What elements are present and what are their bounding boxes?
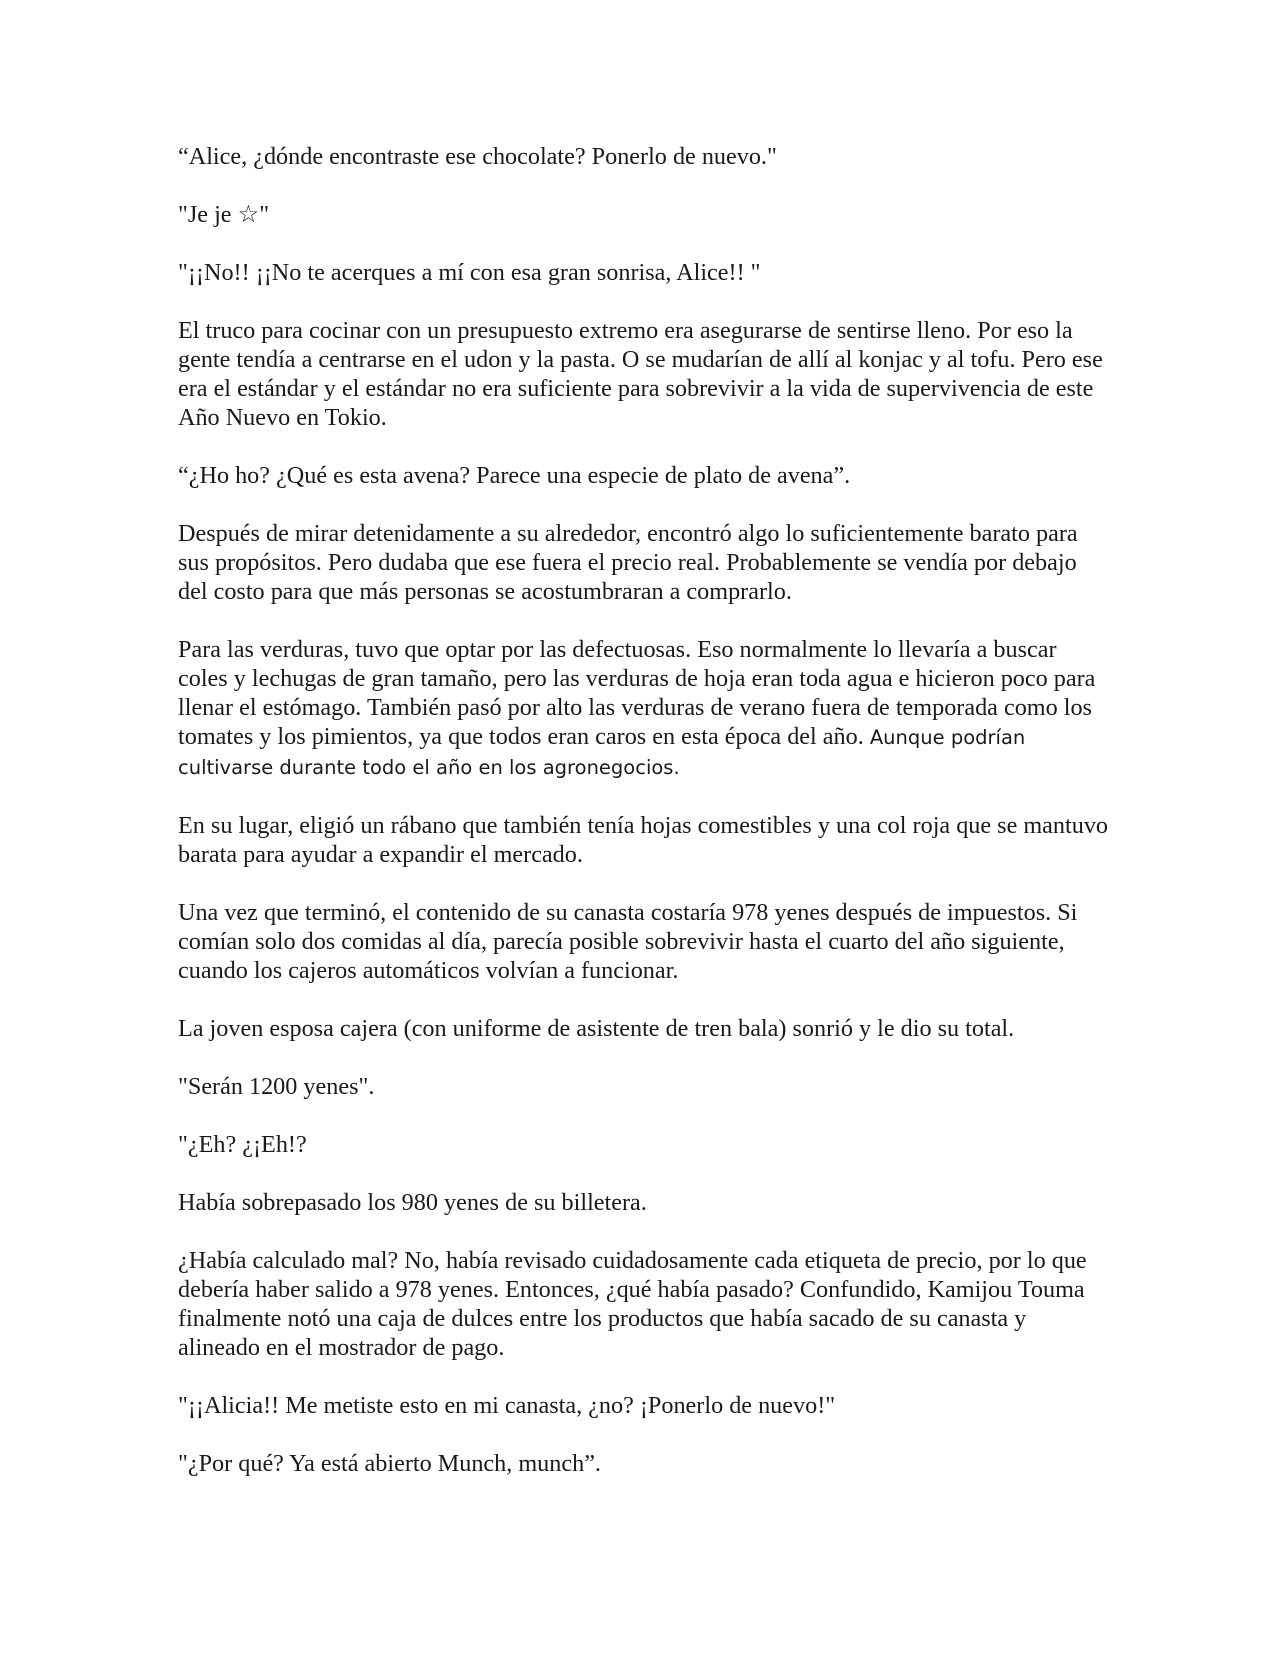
paragraph-6: Después de mirar detenidamente a su alrededor, encontró algo lo suficientemente barato para sus propósitos. Pero dudaba que ese fuera el precio real. Probablemente se vendía por debajo del costo para que más personas se acostumbraran a comprarlo. xyxy=(178,520,1078,605)
paragraph-15: "¡¡Alicia!! Me metiste esto en mi canasta, ¿no? ¡Ponerlo de nuevo!" xyxy=(178,1392,836,1419)
document-body xyxy=(178,142,1110,1478)
paragraph-1: “Alice, ¿dónde encontraste ese chocolate? Ponerlo de nuevo." xyxy=(178,143,777,170)
paragraph-2: "Je je ☆" xyxy=(178,201,270,228)
paragraph-13: Había sobrepasado los 980 yenes de su billetera. xyxy=(178,1189,647,1216)
paragraph-14: ¿Había calculado mal? No, había revisado cuidadosamente cada etiqueta de precio, por lo que debería haber salido a 978 yenes. Entonces, ¿qué había pasado? Confundido, Kamijou Touma finalmente notó una caja de dulces entre los productos que había sacado de su canasta y alineado en el mostrador de pago. xyxy=(178,1247,1087,1361)
paragraph-16: "¿Por qué? Ya está abierto Munch, munch”. xyxy=(178,1450,601,1477)
paragraph-9: Una vez que terminó, el contenido de su canasta costaría 978 yenes después de impuestos. Si comían solo dos comidas al día, parecía posible sobrevivir hasta el cuarto del año siguiente, cuando los cajeros automáticos volvían a funcionar. xyxy=(178,899,1078,984)
paragraph-7-main: Para las verduras, tuvo que optar por las defectuosas. Eso normalmente lo llevaría a buscar coles y lechugas de gran tamaño, pero las verduras de hoja eran toda agua e hicieron poco para llenar el estómago. También pasó por alto las verduras de verano fuera de temporada como los tomates y los pimientos, ya que todos eran caros en esta época del año. xyxy=(178,636,1096,750)
paragraph-12: "¿Eh? ¿¡Eh!? xyxy=(178,1131,307,1158)
paragraph-4: El truco para cocinar con un presupuesto extremo era asegurarse de sentirse lleno. Por eso la gente tendía a centrarse en el udon y la pasta. O se mudarían de allí al konjac y al tofu. Pero ese era el estándar y el estándar no era suficiente para sobrevivir a la vida de supervivencia de este Año Nuevo en Tokio. xyxy=(178,317,1103,431)
paragraph-7 xyxy=(178,635,1110,782)
paragraph-3: "¡¡No!! ¡¡No te acerques a mí con esa gran sonrisa, Alice!! " xyxy=(178,259,761,286)
paragraph-11: "Serán 1200 yenes". xyxy=(178,1073,375,1100)
paragraph-5: “¿Ho ho? ¿Qué es esta avena? Parece una especie de plato de avena”. xyxy=(178,462,851,489)
paragraph-8: En su lugar, eligió un rábano que también tenía hojas comestibles y una col roja que se mantuvo barata para ayudar a expandir el mercado. xyxy=(178,812,1109,868)
paragraph-7-tail: Aunque podrían cultivarse durante todo el año en los agronegocios. xyxy=(178,726,1026,779)
paragraph-10: La joven esposa cajera (con uniforme de asistente de tren bala) sonrió y le dio su total. xyxy=(178,1015,1015,1042)
